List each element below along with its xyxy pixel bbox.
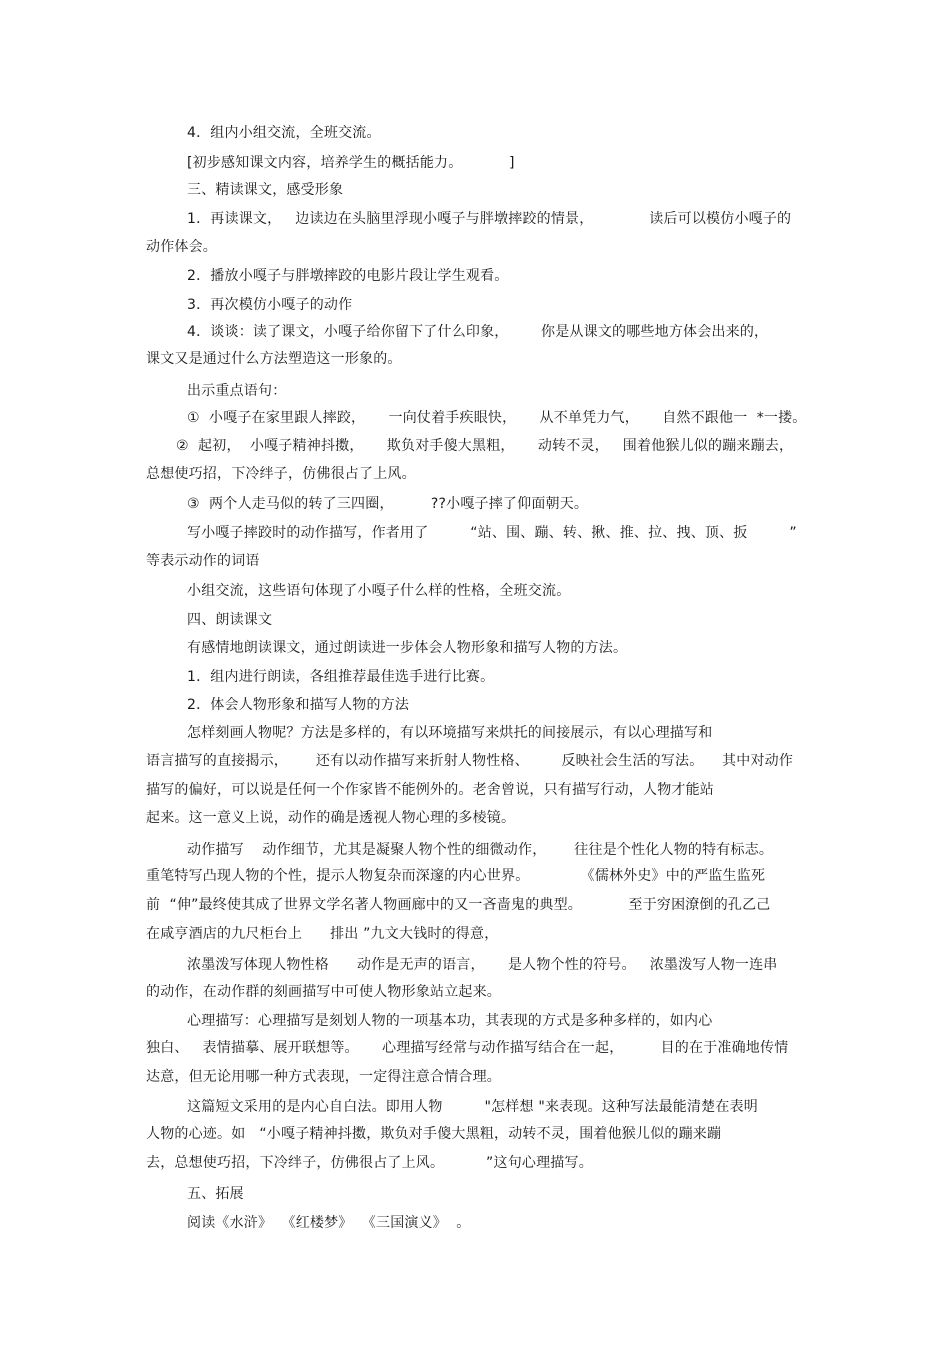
text-line: 浓墨泼写体现人物性格 动作是无声的语言， 是人物个性的符号。 浓墨泼写人物一连串 bbox=[187, 957, 778, 973]
text-line: 语言描写的直接揭示， 还有以动作描写来折射人物性格、 反映社会生活的写法。 其中对动作 bbox=[146, 753, 794, 769]
text-line: ③ 两个人走马似的转了三四圈， ??小嘎子摔了仰面朝天。 bbox=[187, 496, 589, 512]
text-line: 人物的心迹。如 “小嘎子精神抖擞，欺负对手傻大黑粗，动转不灵，围着他猴儿似的蹦来蹦 bbox=[146, 1126, 722, 1142]
text-line: 2．体会人物形象和描写人物的方法 bbox=[187, 697, 410, 713]
text-line: [初步感知课文内容，培养学生的概括能力。 ] bbox=[187, 155, 515, 171]
text-line: 课文又是通过什么方法塑造这一形象的。 bbox=[146, 351, 402, 367]
text-line: ① 小嘎子在家里跟人摔跤， 一向仗着手疾眼快， 从不单凭力气， 自然不跟他一 *一搂。 bbox=[187, 410, 807, 426]
text-line: 前 “伸”最终使其成了世界文学名著人物画廊中的又一吝啬鬼的典型。 至于穷困潦倒的孔乙己 bbox=[146, 897, 771, 913]
text-line: 这篇短文采用的是内心自白法。即用人物 "怎样想 "来表现。这种写法最能清楚在表明 bbox=[187, 1099, 758, 1115]
text-line: 阅读《水浒》 《红楼梦》 《三国演义》 。 bbox=[187, 1215, 471, 1231]
text-line: 1．再读课文， 边读边在头脑里浮现小嘎子与胖墩摔跤的情景， 读后可以模仿小嘎子的 bbox=[187, 211, 792, 227]
text-line: ② 起初， 小嘎子精神抖擞， 欺负对手傻大黑粗， 动转不灵， 围着他猴儿似的蹦来蹦去， bbox=[176, 438, 794, 454]
text-line: 描写的偏好，可以说是任何一个作家皆不能例外的。老舍曾说，只有描写行动，人物才能站 bbox=[146, 782, 714, 798]
text-line: 2．播放小嘎子与胖墩摔跤的电影片段让学生观看。 bbox=[187, 268, 509, 284]
text-line: 总想使巧招，下冷绊子，仿佛很占了上风。 bbox=[146, 466, 416, 482]
text-line: 心理描写：心理描写是刻划人物的一项基本功，其表现的方式是多种多样的，如内心 bbox=[187, 1013, 713, 1029]
text-line: 独白、 表情描摹、展开联想等。 心理描写经常与动作描写结合在一起， 目的在于准确地传情 bbox=[146, 1040, 789, 1056]
text-line: 1．组内进行朗读，各组推荐最佳选手进行比赛。 bbox=[187, 669, 495, 685]
text-line: 怎样刻画人物呢？方法是多样的，有以环境描写来烘托的间接展示，有以心理描写和 bbox=[187, 725, 713, 741]
text-line: 的动作，在动作群的刻画描写中可使人物形象站立起来。 bbox=[146, 984, 501, 1000]
text-line: 去，总想使巧招，下冷绊子，仿佛很占了上风。 ”这句心理描写。 bbox=[146, 1155, 593, 1171]
text-line: 4．组内小组交流，全班交流。 bbox=[187, 125, 381, 141]
text-line: 动作描写 动作细节，尤其是凝聚人物个性的细微动作， 往往是个性化人物的特有标志。 bbox=[187, 842, 774, 858]
text-line: 重笔特写凸现人物的个性，提示人物复杂而深邃的内心世界。 《儒林外史》中的严监生监死 bbox=[146, 868, 766, 884]
text-line: 3．再次模仿小嘎子的动作 bbox=[187, 297, 353, 313]
text-line: 有感情地朗读课文，通过朗读进一步体会人物形象和描写人物的方法。 bbox=[187, 640, 628, 656]
section-heading: 三、精读课文，感受形象 bbox=[187, 182, 344, 198]
text-line: 4．谈谈：读了课文，小嘎子给你留下了什么印象， 你是从课文的哪些地方体会出来的， bbox=[187, 324, 769, 340]
text-line: 出示重点语句： bbox=[187, 383, 287, 399]
section-heading: 五、拓展 bbox=[187, 1186, 244, 1202]
text-line: 动作体会。 bbox=[146, 239, 217, 255]
text-line: 小组交流，这些语句体现了小嘎子什么样的性格，全班交流。 bbox=[187, 583, 571, 599]
text-line: 等表示动作的词语 bbox=[146, 553, 260, 569]
text-line: 达意，但无论用哪一种方式表现，一定得注意合情合理。 bbox=[146, 1069, 501, 1085]
text-line: 在咸亨酒店的九尺柜台上 排出 ”九文大钱时的得意， bbox=[146, 926, 499, 942]
text-line: 起来。这一意义上说，动作的确是透视人物心理的多棱镜。 bbox=[146, 810, 516, 826]
text-line: 写小嘎子摔跤时的动作描写，作者用了 “站、围、蹦、转、揪、推、拉、拽、顶、扳 ” bbox=[187, 525, 797, 541]
section-heading: 四、朗读课文 bbox=[187, 612, 273, 628]
